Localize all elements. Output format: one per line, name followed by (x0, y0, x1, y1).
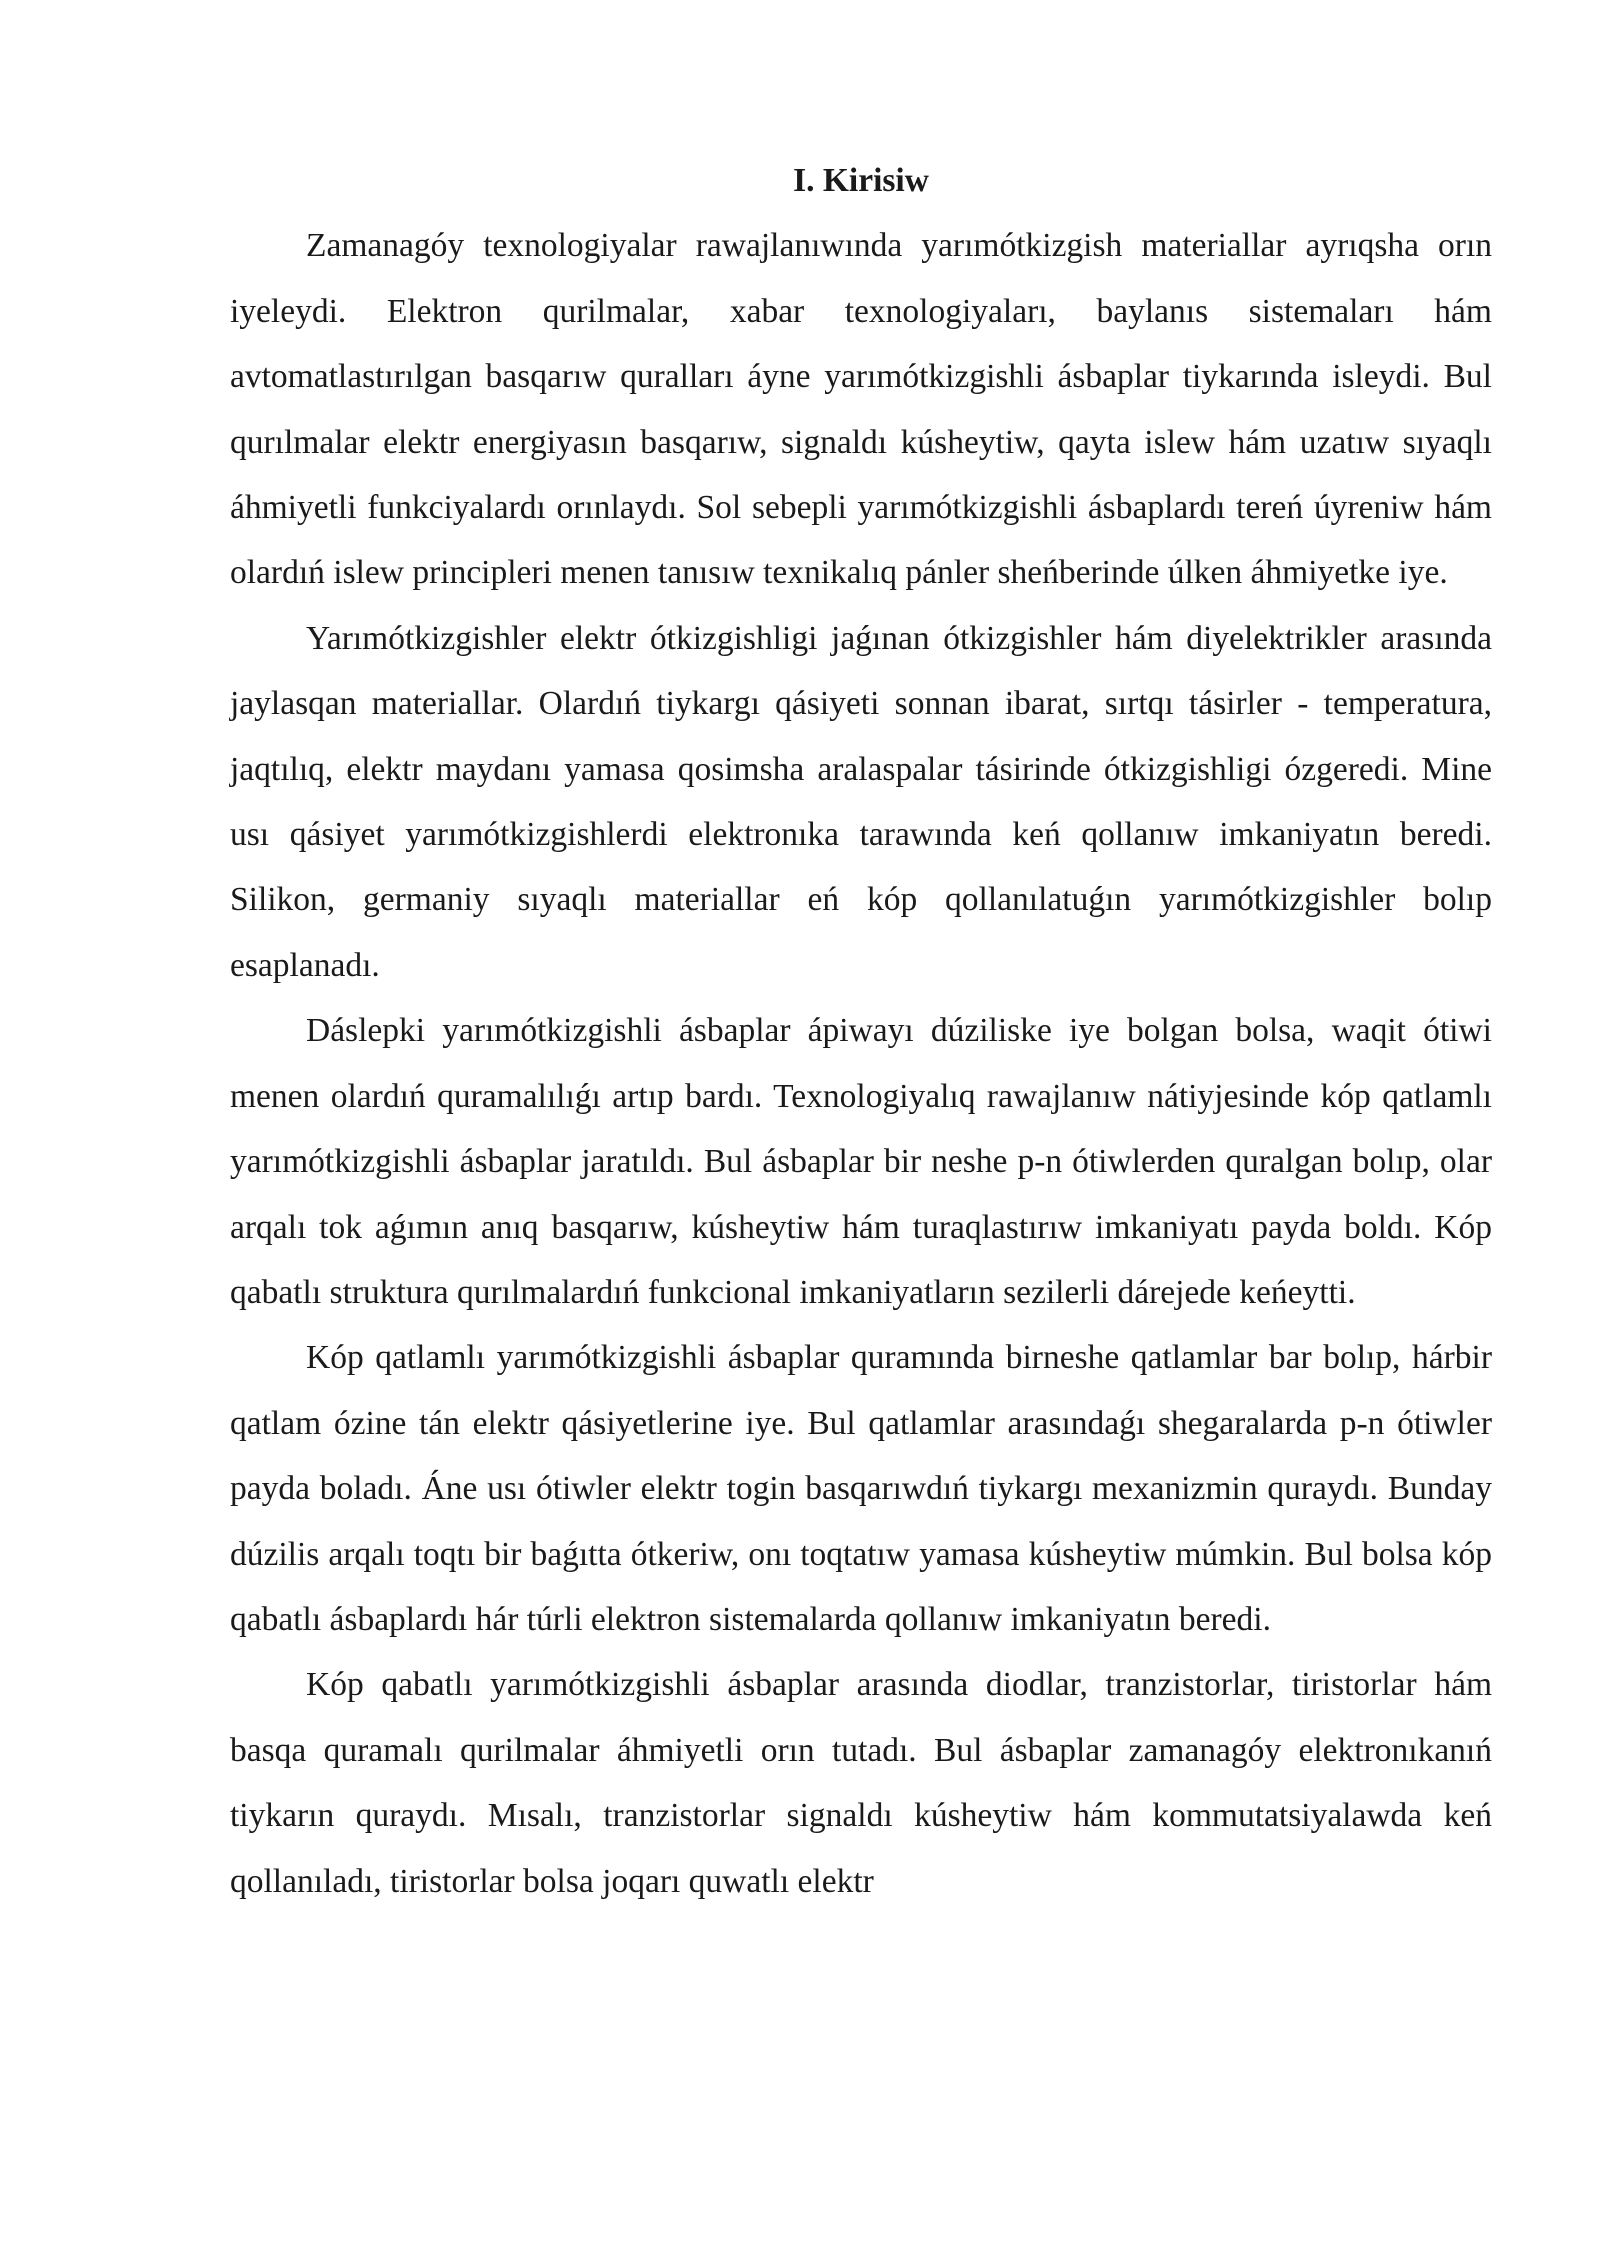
paragraph-4: Kóp qatlamlı yarımótkizgishli ásbaplar quramında birneshe qatlamlar bar bolıp, hárbir qatlam ózine tán elektr qásiyetlerine iye. Bul qatlamlar arasındaǵı shegaralarda p-n ótiwler payda boladı. Áne usı ótiwler elektr togin basqarıwdıń tiykargı mexanizmin quraydı. Bunday dúzilis arqalı toqtı bir baǵıtta ótkeriw, onı toqtatıw yamasa kúsheytiw múmkin. Bul bolsa kóp qabatlı ásbaplardı hár túrli elektron sistemalarda qollanıw imkaniyatın beredi. (230, 1339, 1492, 1638)
document-page (230, 148, 1492, 1914)
paragraph-2: Yarımótkizgishler elektr ótkizgishligi jaǵınan ótkizgishler hám diyelektrikler arasında jaylasqan materiallar. Olardıń tiykargı qásiyeti sonnan ibarat, sırtqı tásirler - temperatura, jaqtılıq, elektr maydanı yamasa qosimsha aralaspalar tásirinde ótkizgishligi ózgeredi. Mine usı qásiyet yarımótkizgishlerdi elektronıka tarawında keń qollanıw imkaniyatın beredi. Silikon, germaniy sıyaqlı materiallar eń kóp qollanılatuǵın yarımótkizgishler bolıp esaplanadı. (230, 619, 1492, 984)
section-heading: I. Kirisiw (793, 162, 929, 199)
paragraph-3: Dáslepki yarımótkizgishli ásbaplar ápiwayı dúziliske iye bolgan bolsa, waqit ótiwi menen olardıń quramalılıǵı artıp bardı. Texnologiyalıq rawajlanıw nátiyjesinde kóp qatlamlı yarımótkizgishli ásbaplar jaratıldı. Bul ásbaplar bir neshe p-n ótiwlerden quralgan bolıp, olar arqalı tok aǵımın anıq basqarıw, kúsheytiw hám turaqlastırıw imkaniyatı payda boldı. Kóp qabatlı struktura qurılmalardıń funkcional imkaniyatların sezilerli dárejede keńeytti. (230, 1012, 1492, 1311)
paragraph-5: Kóp qabatlı yarımótkizgishli ásbaplar arasında diodlar, tranzistorlar, tiristorlar hám basqa quramalı qurilmalar áhmiyetli orın tutadı. Bul ásbaplar zamanagóy elektronıkanıń tiykarın quraydı. Mısalı, tranzistorlar signaldı kúsheytiw hám kommutatsiyalawda keń qollanıladı, tiristorlar bolsa joqarı quwatlı elektr (230, 1666, 1492, 1900)
paragraph-1: Zamanagóy texnologiyalar rawajlanıwında yarımótkizgish materiallar ayrıqsha orın iyeleydi. Elektron qurilmalar, xabar texnologiyaları, baylanıs sistemaları hám avtomatlastırılgan basqarıw quralları áyne yarımótkizgishli ásbaplar tiykarında isleydi. Bul qurılmalar elektr energiyasın basqarıw, signaldı kúsheytiw, qayta islew hám uzatıw sıyaqlı áhmiyetli funkciyalardı orınlaydı. Sol sebepli yarımótkizgishli ásbaplardı tereń úyreniw hám olardıń islew principleri menen tanısıw texnikalıq pánler sheńberinde úlken áhmiyetke iye. (230, 227, 1492, 592)
